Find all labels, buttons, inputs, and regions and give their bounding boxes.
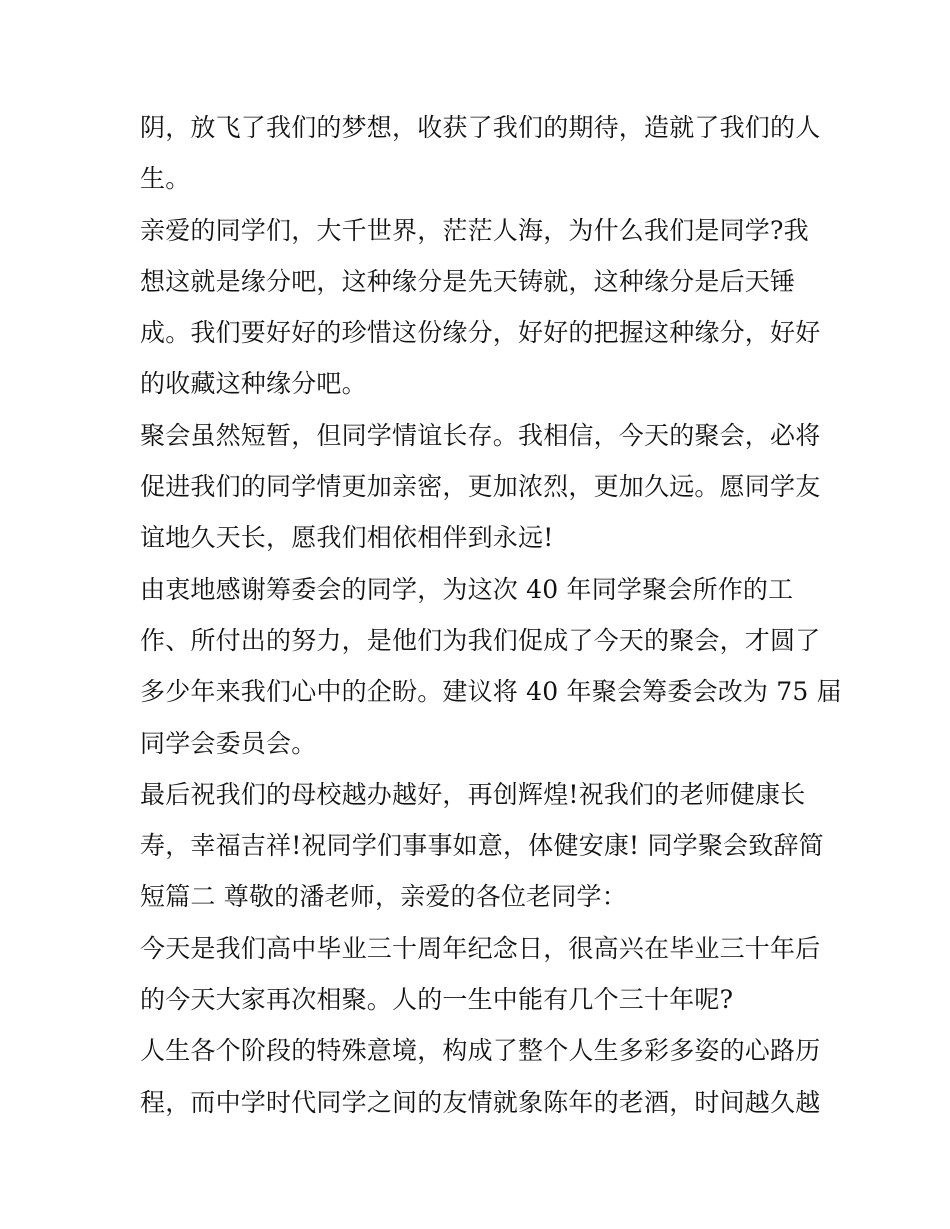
text-line: 最后祝我们的母校越办越好，再创辉煌!祝我们的老师健康长 (140, 779, 806, 809)
text-line: 的收藏这种缘分吧。 (140, 369, 367, 399)
text-line: 短篇二 尊敬的潘老师，亲爱的各位老同学： (140, 882, 627, 912)
text-line: 寿，幸福吉祥!祝同学们事事如意，体健安康! 同学聚会致辞简 (140, 831, 824, 861)
text-line: 谊地久天长，愿我们相依相伴到永远! (140, 523, 554, 553)
text-line: 想这就是缘分吧，这种缘分是先天铸就，这种缘分是后天锤 (140, 266, 796, 296)
document-body-text (140, 102, 840, 1128)
text-line: 成。我们要好好的珍惜这份缘分，好好的把握这种缘分，好好 (140, 318, 821, 348)
text-line: 的今天大家再次相聚。人的一生中能有几个三十年呢? (140, 985, 734, 1015)
text-line: 聚会虽然短暂，但同学情谊长存。我相信，今天的聚会，必将 (140, 420, 821, 450)
text-line: 阴，放飞了我们的梦想，收获了我们的期待，造就了我们的人 (140, 113, 821, 142)
text-line: 人生各个阶段的特殊意境，构成了整个人生多彩多姿的心路历 (140, 1036, 821, 1066)
text-line: 生。 (140, 164, 191, 194)
text-line: 促进我们的同学情更加亲密，更加浓烈，更加久远。愿同学友 (140, 472, 821, 502)
text-line: 多少年来我们心中的企盼。建议将 40 年聚会筹委会改为 75 届 (140, 677, 842, 707)
text-line: 程，而中学时代同学之间的友情就象陈年的老酒，时间越久越 (140, 1087, 821, 1117)
text-line: 由衷地感谢筹委会的同学，为这次 40 年同学聚会所作的工 (140, 574, 794, 604)
text-line: 作、所付出的努力，是他们为我们促成了今天的聚会，才圆了 (140, 625, 821, 655)
text-line: 今天是我们高中毕业三十周年纪念日，很高兴在毕业三十年后 (140, 933, 821, 963)
text-line: 亲爱的同学们，大千世界，茫茫人海，为什么我们是同学?我 (140, 215, 809, 245)
text-line: 同学会委员会。 (140, 728, 317, 758)
